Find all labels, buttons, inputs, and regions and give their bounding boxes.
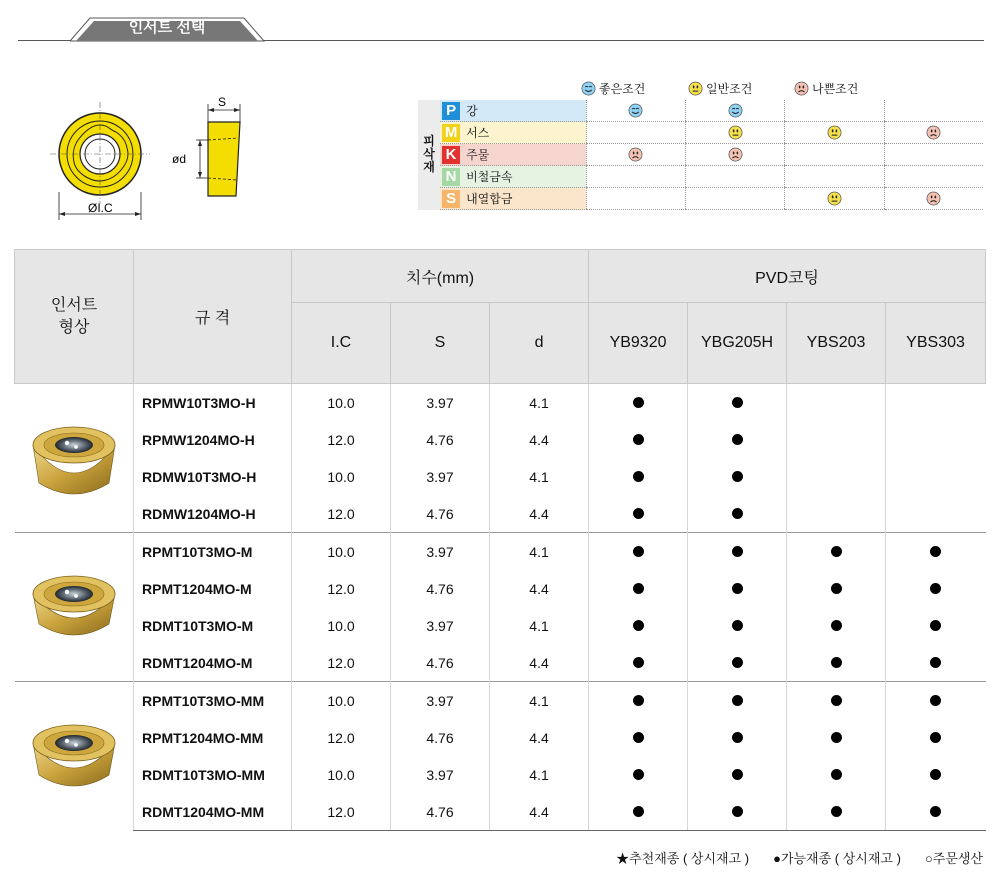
available-dot-icon [831,806,842,817]
grade-availability-cell [787,644,886,682]
spec-cell: RPMT10T3MO-MM [134,682,292,720]
grade-availability-cell [688,421,787,458]
material-row-p [418,100,983,122]
grade-availability-cell [688,644,787,682]
available-dot-icon [732,806,743,817]
material-condition-cell [586,100,685,122]
s-cell: 4.76 [391,570,490,607]
available-dot-icon [633,806,644,817]
grade-availability-cell [787,793,886,831]
normal-condition-icon [827,125,842,140]
available-dot-icon [633,695,644,706]
s-dimension-label: S [218,95,227,109]
material-condition-cell [586,166,685,188]
available-dot-icon [633,657,644,668]
d-cell: 4.1 [490,458,589,495]
d-cell: 4.1 [490,607,589,644]
table-row [15,607,986,644]
material-condition-cell [884,166,983,188]
material-name: 비철금속 [466,170,513,184]
grade-availability-cell [787,756,886,793]
available-dot-icon [930,769,941,780]
available-dot-icon [633,397,644,408]
s-cell: 3.97 [391,682,490,720]
ic-cell: 10.0 [292,756,391,793]
grade-availability-cell [787,458,886,495]
available-dot-icon [930,732,941,743]
grade-availability-cell [589,644,688,682]
ic-cell: 10.0 [292,533,391,571]
availability-legend [616,848,983,867]
available-dot-icon [633,769,644,780]
normal-condition-icon [827,191,842,206]
available-dot-icon [930,583,941,594]
table-row [15,384,986,422]
d-dimension-label: ød [172,152,187,166]
available-dot-icon [930,806,941,817]
grade-availability-cell [787,570,886,607]
d-cell: 4.4 [490,793,589,831]
grade-availability-cell [886,756,986,793]
material-row-n [418,166,983,188]
grade-availability-cell [688,607,787,644]
material-condition-cell [884,100,983,122]
spec-cell: RDMT10T3MO-MM [134,756,292,793]
material-condition-cell [785,100,884,122]
grade-availability-cell [886,607,986,644]
good-condition-icon [628,103,643,118]
available-dot-icon [930,657,941,668]
s-cell: 4.76 [391,793,490,831]
available-dot-icon [633,620,644,631]
grade-availability-cell [589,495,688,533]
grade-availability-cell [787,607,886,644]
table-row [15,682,986,720]
bad-condition-icon [794,81,809,96]
material-condition-cell [685,144,784,166]
table-row [15,756,986,793]
table-row [15,719,986,756]
material-condition-cell [586,144,685,166]
grade-availability-cell [589,756,688,793]
grade-availability-cell [886,458,986,495]
material-letter-s-icon: S [442,190,460,208]
s-cell: 4.76 [391,644,490,682]
grade-availability-cell [886,533,986,571]
legend-normal: 일반조건 [688,80,752,97]
spec-cell: RDMT1204MO-MM [134,793,292,831]
table-row [15,458,986,495]
spec-cell: RPMW10T3MO-H [134,384,292,422]
available-dot-icon [831,732,842,743]
available-dot-icon [732,657,743,668]
spec-cell: RDMW1204MO-H [134,495,292,533]
material-condition-cell [685,188,784,210]
grade-availability-cell [589,458,688,495]
grade-availability-cell [787,533,886,571]
spec-cell: RDMT1204MO-M [134,644,292,682]
legend-made-to-order: ○주문생산 [924,851,983,866]
grade-availability-cell [589,719,688,756]
grade-availability-cell [688,458,787,495]
available-dot-icon [633,434,644,445]
s-cell: 4.76 [391,421,490,458]
d-cell: 4.1 [490,682,589,720]
d-cell: 4.4 [490,495,589,533]
grade-availability-cell [886,719,986,756]
material-row-k [418,144,983,166]
available-dot-icon [732,695,743,706]
material-name: 내열합금 [466,192,513,206]
material-side-label: 피 삭 재 [418,100,440,210]
table-row [15,793,986,831]
insert-shape-image [15,682,134,831]
ic-cell: 12.0 [292,421,391,458]
spec-cell: RPMT1204MO-M [134,570,292,607]
s-cell: 3.97 [391,607,490,644]
material-condition-cell [785,144,884,166]
grade-availability-cell [589,570,688,607]
material-condition-cell [685,122,784,144]
legend-good: 좋은조건 [581,80,645,97]
table-row [15,570,986,607]
grade-availability-cell [886,793,986,831]
grade-availability-cell [688,719,787,756]
available-dot-icon [930,620,941,631]
header-grade-ybs203: YBS203 [787,303,886,384]
available-dot-icon [732,583,743,594]
legend-recommended: ★추천재종 ( 상시재고 ) [616,851,750,866]
grade-availability-cell [886,682,986,720]
legend-available: ●가능재종 ( 상시재고 ) [773,851,901,866]
table-row [15,644,986,682]
header-pvd-coating: PVD코팅 [589,250,986,303]
available-dot-icon [930,546,941,557]
material-condition-cell [685,166,784,188]
available-dot-icon [732,546,743,557]
grade-availability-cell [787,384,886,422]
grade-availability-cell [886,570,986,607]
available-dot-icon [831,583,842,594]
material-condition-cell [586,188,685,210]
table-row [15,495,986,533]
header-ic: I.C [292,303,391,384]
grade-availability-cell [886,495,986,533]
material-letter-m-icon: M [442,124,460,142]
normal-condition-icon [728,125,743,140]
header-grade-yb9320: YB9320 [589,303,688,384]
available-dot-icon [732,508,743,519]
material-letter-k-icon: K [442,146,460,164]
material-condition-cell [884,122,983,144]
material-row-m [418,122,983,144]
grade-availability-cell [589,607,688,644]
material-row-s [418,188,983,210]
ic-cell: 10.0 [292,384,391,422]
material-condition-cell [785,122,884,144]
material-condition-cell [685,100,784,122]
material-name: 강 [466,104,478,118]
ic-cell: 10.0 [292,607,391,644]
grade-availability-cell [886,644,986,682]
available-dot-icon [831,657,842,668]
available-dot-icon [930,695,941,706]
available-dot-icon [732,397,743,408]
spec-cell: RPMT1204MO-MM [134,719,292,756]
ic-cell: 10.0 [292,458,391,495]
available-dot-icon [831,620,842,631]
header-dimensions: 치수(mm) [292,250,589,303]
available-dot-icon [633,583,644,594]
grade-availability-cell [688,570,787,607]
grade-availability-cell [589,793,688,831]
grade-availability-cell [688,756,787,793]
spec-cell: RPMW1204MO-H [134,421,292,458]
normal-condition-icon [688,81,703,96]
table-row [15,533,986,571]
d-cell: 4.4 [490,719,589,756]
grade-availability-cell [589,682,688,720]
insert-side-view [196,104,240,196]
material-name: 주물 [466,148,490,162]
d-cell: 4.4 [490,421,589,458]
ic-cell: 10.0 [292,682,391,720]
grade-availability-cell [688,533,787,571]
spec-cell: RDMW10T3MO-H [134,458,292,495]
grade-availability-cell [589,384,688,422]
good-condition-icon [728,103,743,118]
bad-condition-icon [628,147,643,162]
material-condition-cell [785,188,884,210]
header-spec: 규 격 [134,250,292,384]
material-letter-p-icon: P [442,102,460,120]
ic-cell: 12.0 [292,644,391,682]
bad-condition-icon [728,147,743,162]
available-dot-icon [633,508,644,519]
available-dot-icon [732,434,743,445]
material-letter-n-icon: N [442,168,460,186]
spec-cell: RDMT10T3MO-M [134,607,292,644]
insert-shape-image [15,533,134,682]
grade-availability-cell [688,495,787,533]
grade-availability-cell [886,421,986,458]
header-grade-ybs303: YBS303 [886,303,986,384]
s-cell: 4.76 [391,495,490,533]
grade-availability-cell [787,495,886,533]
ic-cell: 12.0 [292,719,391,756]
available-dot-icon [633,471,644,482]
available-dot-icon [732,471,743,482]
available-dot-icon [732,769,743,780]
s-cell: 4.76 [391,719,490,756]
d-cell: 4.4 [490,644,589,682]
grade-availability-cell [688,384,787,422]
header-d: d [490,303,589,384]
table-row [15,421,986,458]
available-dot-icon [633,732,644,743]
material-condition-cell [884,188,983,210]
available-dot-icon [633,546,644,557]
s-cell: 3.97 [391,458,490,495]
grade-availability-cell [589,421,688,458]
page-title: 인서트 선택 [128,19,206,36]
d-cell: 4.1 [490,756,589,793]
ic-cell: 12.0 [292,793,391,831]
bad-condition-icon [926,191,941,206]
material-name: 서스 [466,126,490,140]
material-condition-cell [586,122,685,144]
available-dot-icon [732,732,743,743]
spec-cell: RPMT10T3MO-M [134,533,292,571]
grade-availability-cell [886,384,986,422]
workpiece-material-matrix [418,100,983,210]
header-grade-ybg205h: YBG205H [688,303,787,384]
header-s: S [391,303,490,384]
bad-condition-icon [926,125,941,140]
s-cell: 3.97 [391,384,490,422]
material-condition-cell [884,144,983,166]
available-dot-icon [732,620,743,631]
insert-spec-table [14,249,986,831]
d-cell: 4.1 [490,384,589,422]
available-dot-icon [831,546,842,557]
ic-cell: 12.0 [292,495,391,533]
header-insert-shape: 인서트 형상 [15,250,134,384]
grade-availability-cell [688,793,787,831]
ic-cell: 12.0 [292,570,391,607]
s-cell: 3.97 [391,756,490,793]
material-condition-cell [785,166,884,188]
grade-availability-cell [787,421,886,458]
grade-availability-cell [688,682,787,720]
available-dot-icon [831,769,842,780]
s-cell: 3.97 [391,533,490,571]
available-dot-icon [831,695,842,706]
insert-shape-image [15,384,134,533]
ic-dimension-label: ØI.C [88,201,113,215]
grade-availability-cell [787,719,886,756]
good-condition-icon [581,81,596,96]
legend-bad: 나쁜조건 [794,80,858,97]
insert-dimension-diagram [50,92,260,227]
grade-availability-cell [787,682,886,720]
grade-availability-cell [589,533,688,571]
d-cell: 4.4 [490,570,589,607]
d-cell: 4.1 [490,533,589,571]
